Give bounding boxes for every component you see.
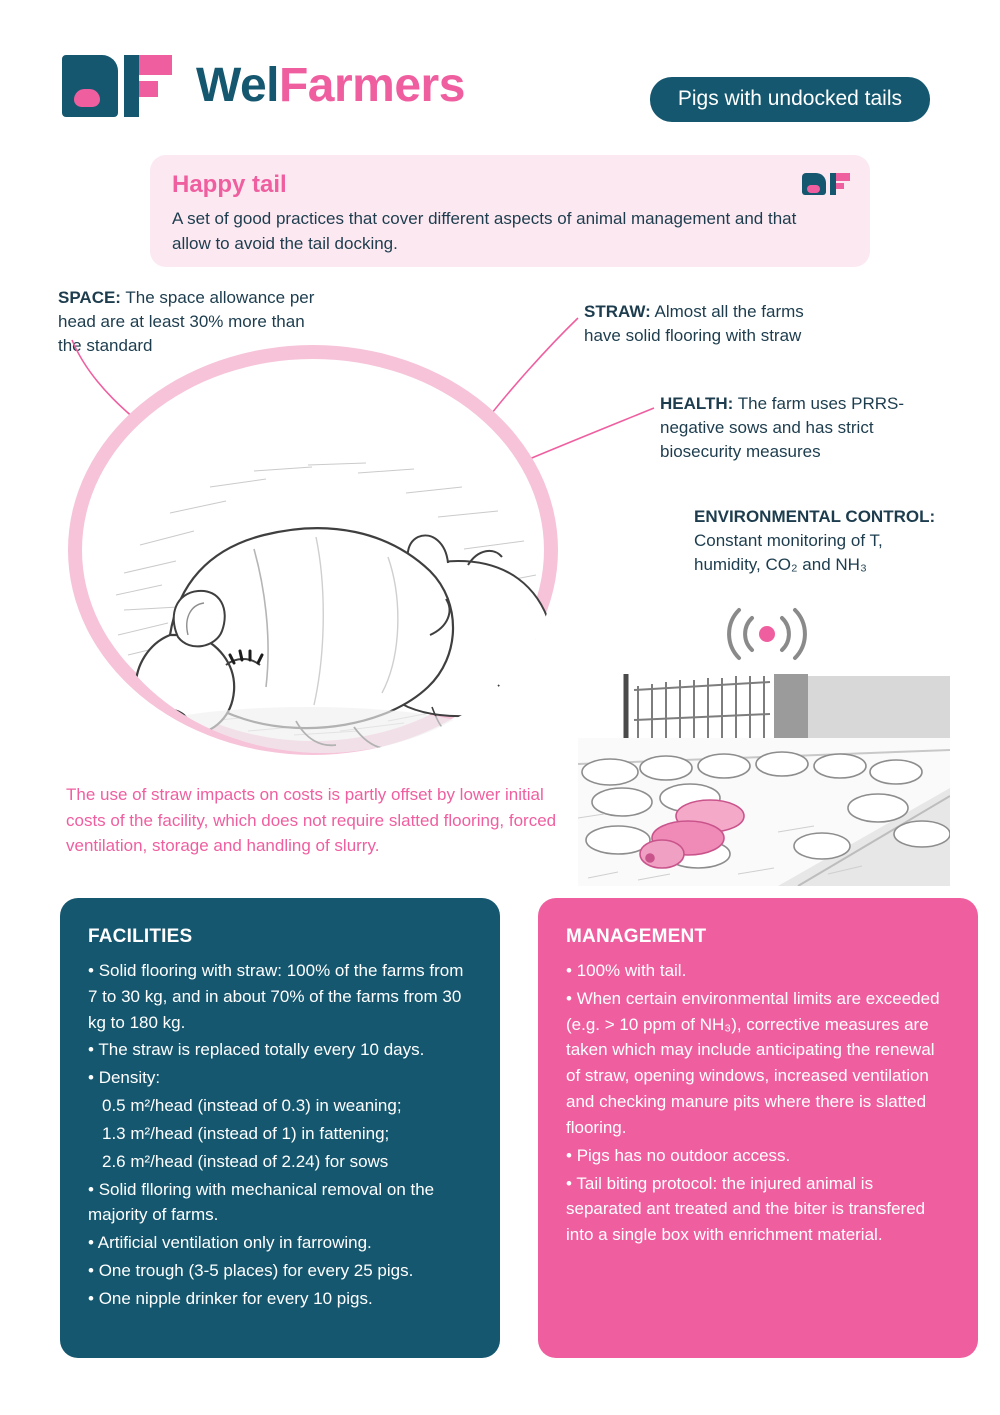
banner-title: Happy tail: [172, 171, 287, 198]
list-item: • One trough (3-5 places) for every 25 pigs.: [88, 1258, 474, 1284]
list-item: 1.3 m²/head (instead of 1) in fattening;: [102, 1123, 390, 1143]
barn-photo: [578, 668, 950, 886]
banner-description: A set of good practices that cover different aspects of animal management and that allow to avoid the tail docking.: [172, 209, 797, 253]
brand-title-first: Wel: [196, 59, 279, 112]
management-title: MANAGEMENT: [566, 926, 707, 947]
pig-house-icon: [62, 55, 118, 117]
banner-logo-icon: [802, 171, 850, 197]
welfarmers-logo: [62, 55, 172, 117]
header-pill-label: Pigs with undocked tails: [650, 77, 930, 122]
callout-space-text: The space allowance per head are at least 30% more than the standard: [58, 288, 315, 355]
sows-on-straw-drawing: [58, 335, 578, 775]
list-item: • The straw is replaced totally every 10 days.: [88, 1037, 474, 1063]
list-item: • When certain environmental limits are exceeded (e.g. > 10 ppm of NH₃), corrective measures are taken which may include anticipating the renewal of straw, opening windows, increased ventilation and checking manure pits where there is slatted flooring.: [566, 986, 952, 1141]
list-item: 2.6 m²/head (instead of 2.24) for sows: [102, 1151, 389, 1171]
facilities-title: FACILITIES: [88, 926, 193, 947]
callout-environmental-control: [694, 505, 944, 576]
callout-space-label: SPACE:: [58, 288, 121, 307]
list-item: • One nipple drinker for every 10 pigs.: [88, 1286, 474, 1312]
page-header: [0, 0, 1000, 140]
list-item: • 100% with tail.: [566, 958, 952, 984]
list-item: • Solid flooring with straw: 100% of the farms from 7 to 30 kg, and in about 70% of the farms from 30 kg to 180 kg.: [88, 958, 474, 1035]
callout-health-text: The farm uses PRRS-negative sows and has strict biosecurity measures: [660, 394, 905, 461]
callout-env-label: ENVIRONMENTAL CONTROL:: [694, 507, 936, 526]
pig-eye-right-icon: [91, 95, 96, 100]
list-item: • Artificial ventilation only in farrowing.: [88, 1230, 474, 1256]
facilities-panel: [60, 898, 500, 1358]
management-list: [566, 958, 952, 1248]
wireless-signal-icon: [712, 604, 822, 664]
brand-title-second: Farmers: [278, 59, 465, 112]
list-item: • Tail biting protocol: the injured animal is separated ant treated and the biter is transfered into a single box with enrichment material.: [566, 1171, 952, 1248]
list-item: 0.5 m²/head (instead of 0.3) in weaning;: [102, 1096, 402, 1116]
pig-illustration: [58, 335, 578, 775]
happy-tail-banner: [150, 155, 870, 267]
callout-env-text: Constant monitoring of T, humidity, CO₂ and NH₃: [694, 530, 883, 574]
callout-straw-label: STRAW:: [584, 302, 651, 321]
callout-straw: [584, 300, 804, 348]
list-item: • Density:: [88, 1065, 474, 1091]
facilities-list: [88, 958, 474, 1312]
logo-letter-f-icon: [124, 55, 172, 117]
straw-cost-note: The use of straw impacts on costs is partly offset by lower initial costs of the facility, which does not require slatted flooring, forced ventilation, storage and handling of slurry.: [66, 785, 557, 855]
brand-title: [196, 58, 465, 113]
callout-health: [660, 392, 930, 463]
callout-health-label: HEALTH:: [660, 394, 734, 413]
list-item: • Solid flloring with mechanical removal on the majority of farms.: [88, 1177, 474, 1229]
callout-straw-text: Almost all the farms have solid flooring with straw: [584, 302, 804, 345]
list-item: • Pigs has no outdoor access.: [566, 1143, 952, 1169]
management-panel: [538, 898, 978, 1358]
pig-eye-left-icon: [81, 95, 86, 100]
